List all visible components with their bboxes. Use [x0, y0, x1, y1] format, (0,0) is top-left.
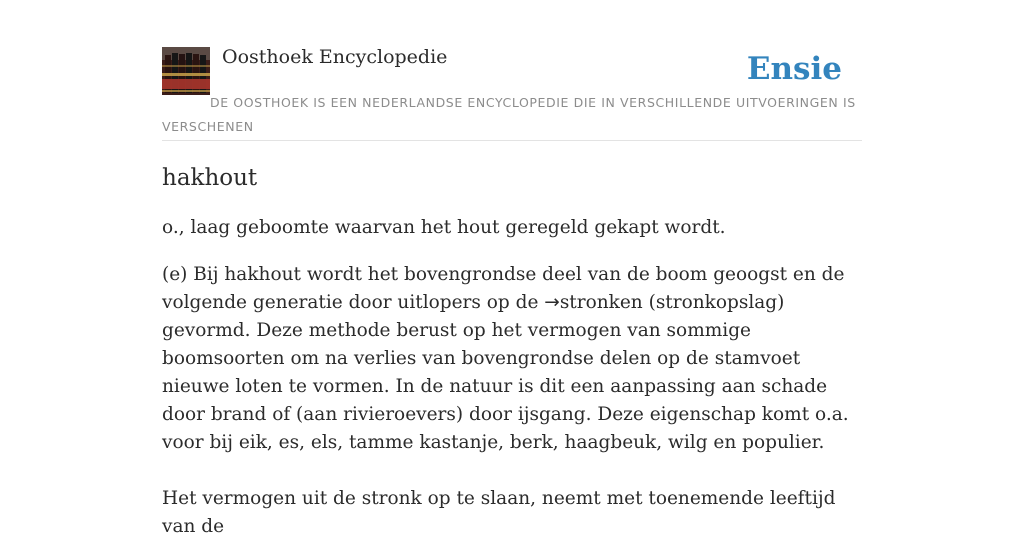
body-text-part-2: (stronkopslag) gevormd. Deze methode berust op het vermogen van sommige boomsoorten om na verlies van bovengrondse delen op de stamvoet nieuwe loten te vormen. In de natuur is dit een aanpassing aan schade door brand of (aan rivieroevers) door ijsgang. Deze eigenschap komt o.a. voor bij eik, es, els, tamme kastanje, berk, haagbeuk, wilg en populier. Het vermogen uit de stronk op te slaan, neemt met toenemende leeftijd van de: [162, 292, 849, 537]
page-title: hakhout: [162, 165, 258, 191]
article-body: [162, 261, 862, 541]
stronken-link[interactable]: [544, 292, 642, 313]
site-tagline: DE OOSTHOEK IS EEN NEDERLANDSE ENCYCLOPEDIE DIE IN VERSCHILLENDE UITVOERINGEN IS VERSCHENEN: [162, 95, 856, 134]
definition-text: o., laag geboomte waarvan het hout geregeld gekapt wordt.: [162, 217, 726, 238]
stronken-link-label: stronken: [559, 292, 643, 313]
ensie-logo-link[interactable]: Ensie: [746, 51, 842, 87]
body-text-part-1: (e) Bij hakhout wordt het bovengrondse deel van de boom geoogst en de volgende generatie door uitlopers op de: [162, 264, 845, 313]
article: [162, 160, 862, 541]
site-name-link[interactable]: Oosthoek Encyclopedie: [222, 46, 448, 68]
site-header: [162, 44, 862, 141]
encyclopedia-books-icon[interactable]: [162, 47, 210, 95]
arrow-right-icon: →: [544, 292, 560, 313]
